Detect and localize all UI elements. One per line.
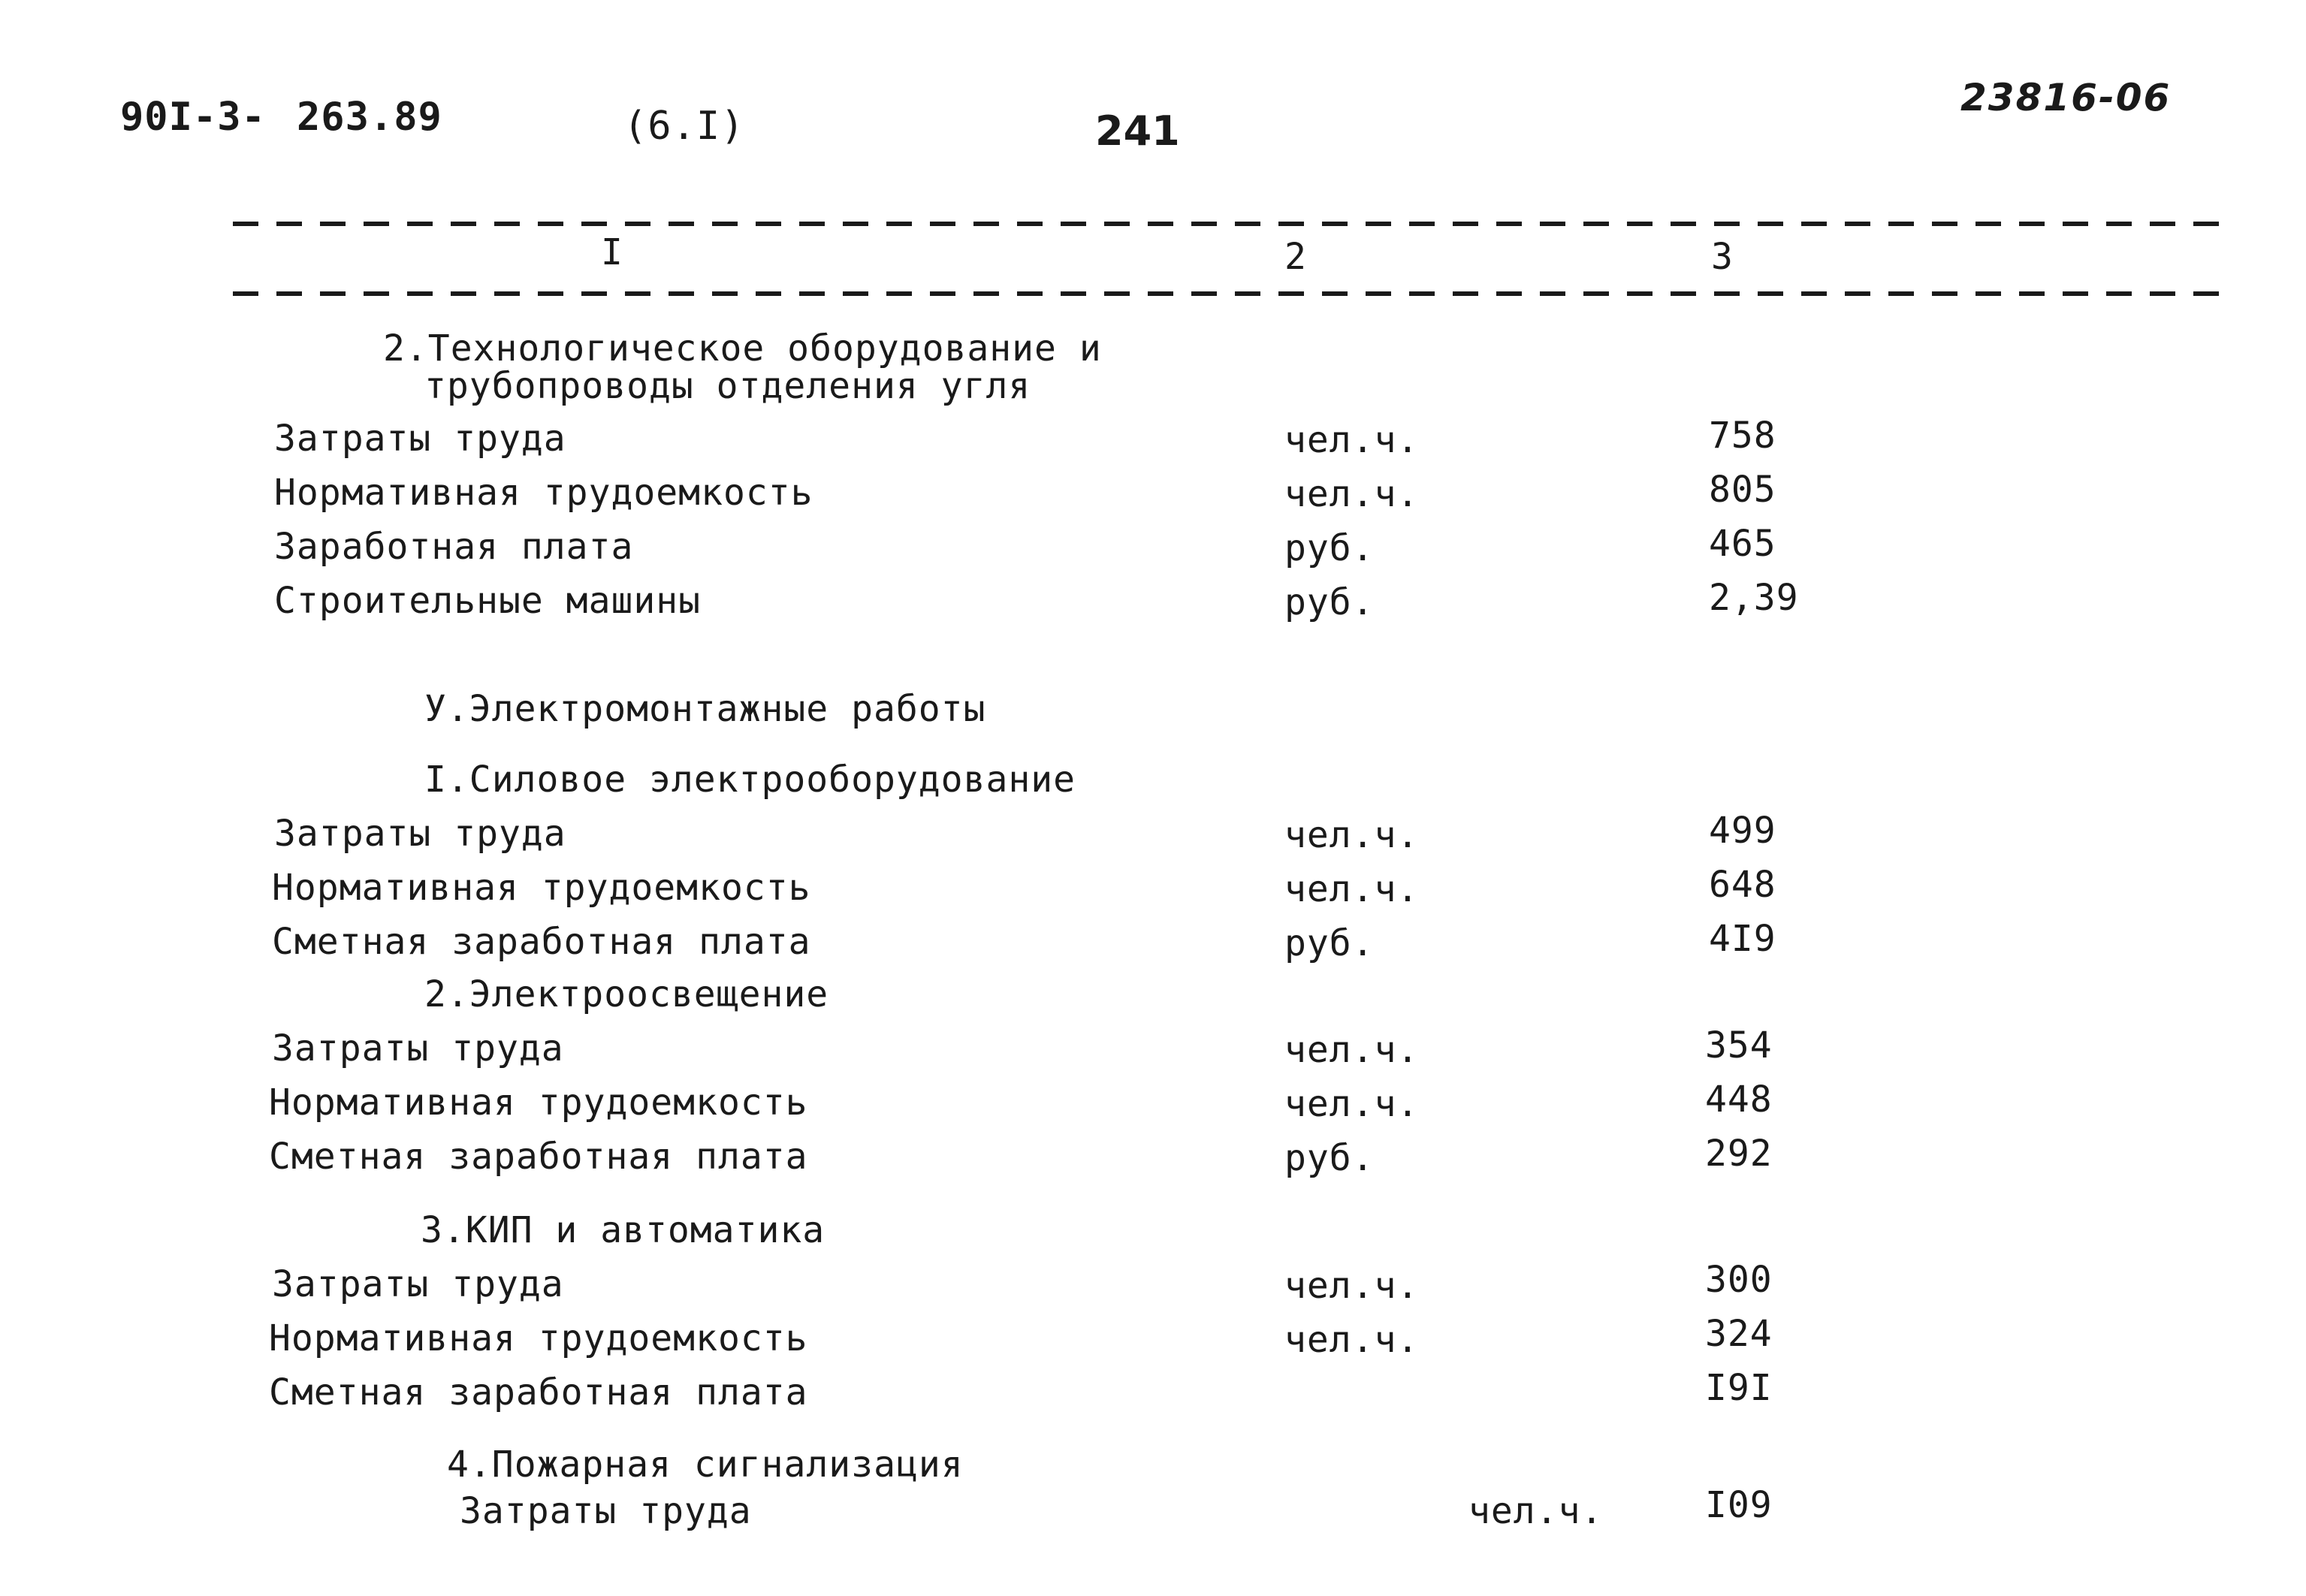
row-unit: чел.ч. <box>1284 419 1420 461</box>
row-unit: чел.ч. <box>1468 1490 1604 1532</box>
archive-stamp: 23816-06 <box>1960 76 2172 119</box>
section-heading: 2.Электроосвещение <box>424 973 829 1015</box>
row-unit: чел.ч. <box>1284 814 1420 856</box>
table-top-rule <box>233 222 2231 226</box>
row-value: 648 <box>1709 864 1776 906</box>
table-header-rule <box>233 291 2231 296</box>
project-number: 263.89 <box>297 95 442 140</box>
section-heading: I.Силовое электрооборудование <box>424 759 1076 801</box>
row-value: 758 <box>1709 415 1776 457</box>
row-label: Затраты труда <box>272 1263 564 1305</box>
section-heading: 3.КИП и автоматика <box>421 1209 826 1251</box>
column-header-2: 2 <box>1284 236 1307 278</box>
row-unit: чел.ч. <box>1284 473 1420 515</box>
page-number: 241 <box>1095 107 1180 155</box>
row-value: I09 <box>1705 1484 1773 1526</box>
row-label: Сметная заработная плата <box>269 1136 808 1178</box>
document-series: 90I-3- <box>120 95 266 140</box>
row-unit: руб. <box>1284 922 1375 964</box>
row-value: I9I <box>1705 1367 1773 1409</box>
row-unit: чел.ч. <box>1284 1029 1420 1071</box>
row-label: Сметная заработная плата <box>272 921 811 963</box>
row-label: Нормативная трудоемкость <box>269 1082 808 1124</box>
row-value: 805 <box>1709 469 1776 511</box>
row-value: 292 <box>1705 1133 1773 1175</box>
row-label: Сметная заработная плата <box>269 1371 808 1413</box>
row-unit: руб. <box>1284 527 1375 569</box>
row-unit: чел.ч. <box>1284 868 1420 910</box>
row-value: 499 <box>1709 810 1776 852</box>
row-unit: чел.ч. <box>1284 1083 1420 1125</box>
column-header-1: I <box>601 231 623 273</box>
row-unit: руб. <box>1284 1137 1375 1179</box>
row-value: 324 <box>1705 1313 1773 1355</box>
section-heading: 2.Технологическое оборудование и <box>383 327 1102 370</box>
row-label: Затраты труда <box>272 1027 564 1070</box>
section-heading: 4.Пожарная сигнализация <box>447 1444 964 1486</box>
row-value: 354 <box>1705 1024 1773 1067</box>
row-label: Нормативная трудоемкость <box>269 1317 808 1359</box>
section-heading: трубопроводы отделения угля <box>424 365 1031 407</box>
row-value: 4I9 <box>1709 918 1776 960</box>
row-label: Нормативная трудоемкость <box>272 867 811 909</box>
row-value: 448 <box>1705 1079 1773 1121</box>
row-label: Затраты труда <box>460 1490 752 1532</box>
row-value: 300 <box>1705 1259 1773 1301</box>
row-unit: чел.ч. <box>1284 1265 1420 1307</box>
row-label: Нормативная трудоемкость <box>274 472 813 514</box>
column-header-3: 3 <box>1711 236 1734 278</box>
row-label: Затраты труда <box>274 813 566 855</box>
row-label: Строительные машины <box>274 580 702 622</box>
row-unit: руб. <box>1284 581 1375 623</box>
row-label: Затраты труда <box>274 418 566 460</box>
section-number: (6.I) <box>623 104 745 149</box>
row-value: 2,39 <box>1709 577 1799 619</box>
row-unit: чел.ч. <box>1284 1319 1420 1361</box>
row-value: 465 <box>1709 523 1776 565</box>
row-label: Заработная плата <box>274 526 634 568</box>
section-heading: У.Электромонтажные работы <box>424 688 986 730</box>
